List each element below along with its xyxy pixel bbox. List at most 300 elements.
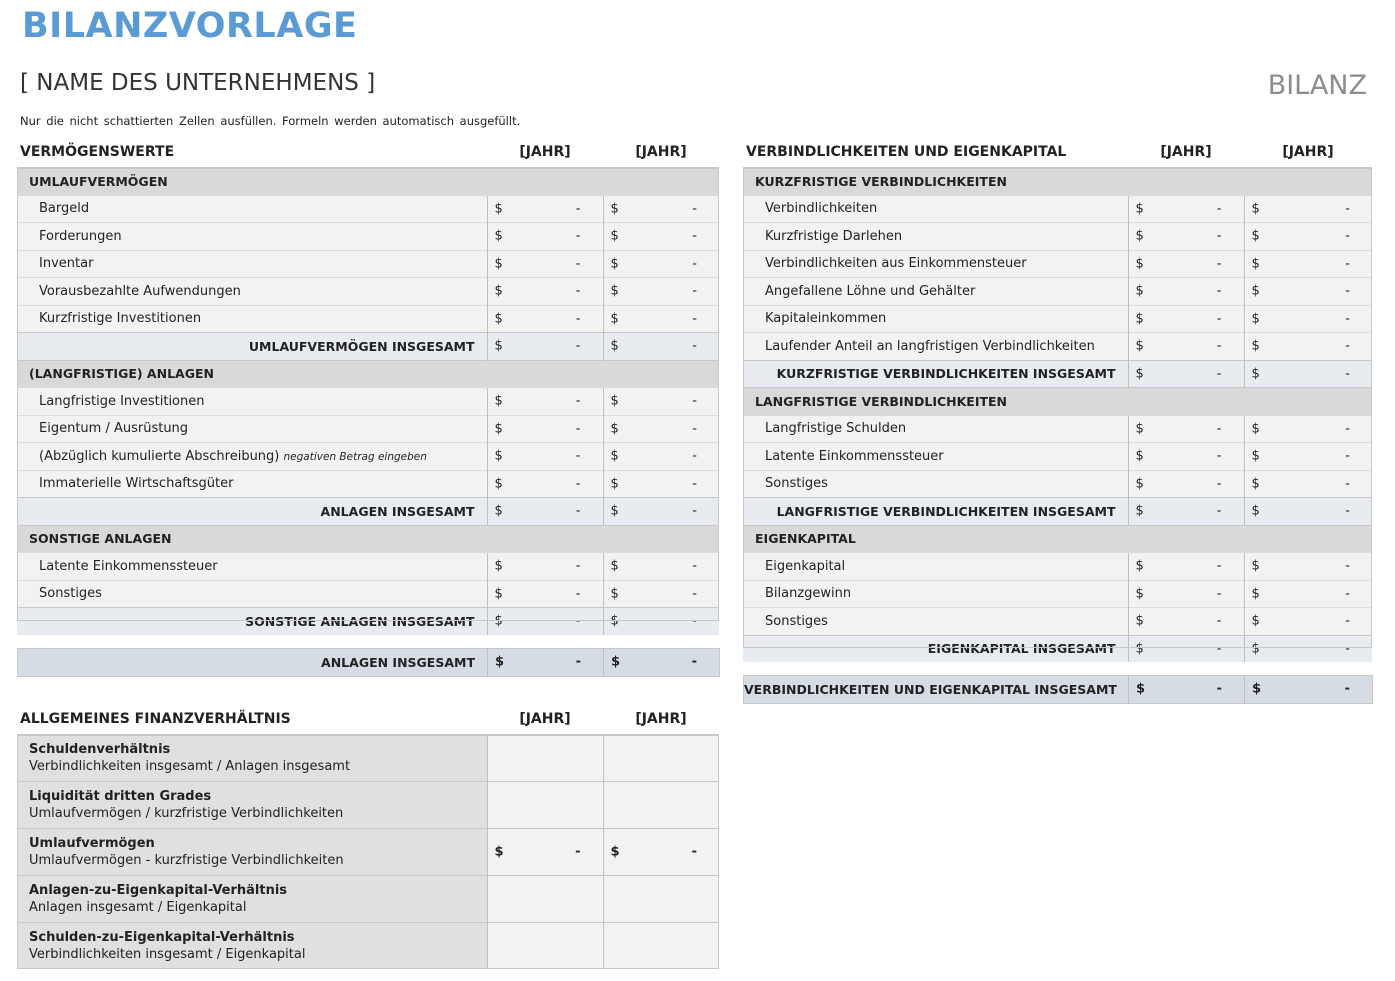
currency-symbol: $ [1251,228,1260,244]
currency-symbol: $ [610,613,619,629]
ratios-table [17,704,719,969]
line-item-text: Sonstiges [39,586,102,602]
ratio-value-cell [487,735,603,782]
amount-year1-cell[interactable] [487,443,603,471]
currency-symbol: $ [1135,448,1144,464]
total-year1-cell [1128,635,1244,662]
amount: - [575,201,581,217]
currency-symbol: $ [494,228,503,244]
amount-year1-cell[interactable] [1128,333,1244,361]
line-item-row [743,278,1372,306]
amount-year2-cell[interactable] [1244,470,1372,498]
amount-year2-cell[interactable] [1244,250,1372,278]
amount: - [1216,421,1222,437]
liabilities-year-1[interactable]: [JAHR] [1128,137,1244,168]
amount: - [575,256,581,272]
liabilities-heading: VERBINDLICHKEITEN UND EIGENKAPITAL [743,137,1128,168]
amount-year2-cell[interactable] [603,278,719,306]
line-item-label [743,608,1128,636]
currency-symbol: $ [1251,366,1260,382]
amount: - [575,393,581,409]
amount-year1-cell[interactable] [1128,415,1244,443]
currency-symbol: $ [494,338,503,354]
ratio-row [17,782,719,829]
currency-symbol: $ [610,228,619,244]
line-item-row [743,553,1372,581]
line-item-row [743,250,1372,278]
section-total-row [17,498,719,526]
amount: - [1345,613,1350,629]
ratio-row [17,735,719,782]
line-item-label [743,443,1128,471]
line-item-text: Latente Einkommenssteuer [765,448,944,464]
line-item-text: Forderungen [39,228,122,244]
amount-year2-cell[interactable] [1244,305,1372,333]
ratio-label [17,923,487,970]
amount: - [1345,641,1350,657]
assets-year-2[interactable]: [JAHR] [603,137,719,168]
liabilities-table [743,137,1372,662]
liabilities-grand-total-label: VERBINDLICHKEITEN UND EIGENKAPITAL INSGESAMT [744,676,1129,704]
amount-year2-cell[interactable] [603,580,719,608]
line-item-text: Bargeld [39,201,90,217]
currency-symbol: $ [1135,421,1144,437]
currency-symbol: $ [610,448,619,464]
currency-symbol: $ [1251,448,1260,464]
amount-year2-cell[interactable] [1244,580,1372,608]
amount-year2-cell[interactable] [603,388,719,416]
amount-year1-cell[interactable] [487,388,603,416]
assets-grand-total-row [18,649,720,677]
amount: - [575,421,581,437]
currency-symbol: $ [610,338,619,354]
total-year2-cell [603,608,719,635]
amount: - [692,558,697,574]
currency-symbol: $ [1135,641,1144,657]
currency-symbol: $ [494,421,503,437]
currency-symbol: $ [1251,338,1260,354]
line-item-row [743,415,1372,443]
currency-symbol: $ [1251,256,1260,272]
total-year1-cell [487,333,603,361]
amount-year1-cell[interactable] [1128,250,1244,278]
ratio-value-cell [603,923,719,970]
amount-year1-cell[interactable] [487,195,603,223]
assets-year-1[interactable]: [JAHR] [487,137,603,168]
amount: - [575,283,581,299]
amount: - [1345,448,1350,464]
line-item-text: Bilanzgewinn [765,586,852,602]
line-item-text: Langfristige Investitionen [39,393,205,409]
line-item-row [17,305,719,333]
currency-symbol: $ [494,201,503,217]
amount-year1-cell[interactable] [487,278,603,306]
liabilities-grand-total-year2 [1245,676,1373,704]
section-total-label: SONSTIGE ANLAGEN INSGESAMT [17,608,487,635]
line-item-row [17,415,719,443]
section-total-label: ANLAGEN INSGESAMT [17,498,487,526]
amount-year1-cell[interactable] [1128,470,1244,498]
line-item-label [743,223,1128,251]
ratio-value-cell [603,829,719,876]
line-item-row [17,223,719,251]
assets-grand-total-table [17,648,720,677]
line-item-label [743,278,1128,306]
line-item-row [743,333,1372,361]
document-label: BILANZ [1267,70,1367,101]
section-total-label: EIGENKAPITAL INSGESAMT [743,635,1128,662]
amount-year2-cell[interactable] [603,443,719,471]
currency-symbol: $ [1135,201,1144,217]
amount: - [692,503,697,519]
line-item-label [17,195,487,223]
amount: - [691,844,697,860]
amount: - [692,228,697,244]
total-year1-cell [1128,498,1244,526]
ratio-label [17,735,487,782]
ratio-formula: Verbindlichkeiten insgesamt / Anlagen insgesamt [29,759,351,774]
amount: - [1216,366,1222,382]
line-item-label [743,305,1128,333]
amount: - [575,228,581,244]
assets-grand-total-year2 [604,649,720,677]
line-item-text: Immaterielle Wirtschaftsgüter [39,476,234,492]
line-item-row [17,278,719,306]
currency-symbol: $ [610,256,619,272]
ratio-label [17,782,487,829]
assets-grand-total-year1 [488,649,604,677]
amount: - [1345,421,1350,437]
amount: - [1216,641,1222,657]
amount: - [692,448,697,464]
liabilities-header [743,137,1372,168]
ratio-formula: Verbindlichkeiten insgesamt / Eigenkapital [29,947,306,962]
currency-symbol: $ [610,421,619,437]
amount: - [575,844,581,860]
amount-year1-cell[interactable] [487,415,603,443]
line-item-label [17,305,487,333]
amount: - [1216,201,1222,217]
section-header [743,388,1372,416]
ratio-row [17,829,719,876]
amount: - [575,654,581,670]
ratio-value-cell [487,782,603,829]
currency-symbol: $ [610,558,619,574]
total-year1-cell [487,608,603,635]
section-title: KURZFRISTIGE VERBINDLICHKEITEN [743,168,1372,196]
section-header [17,525,719,553]
currency-symbol: $ [1135,283,1144,299]
amount-year2-cell[interactable] [1244,415,1372,443]
line-item-row [17,250,719,278]
total-year2-cell [1244,360,1372,388]
amount-year2-cell[interactable] [1244,553,1372,581]
amount: - [1345,338,1350,354]
currency-symbol: $ [610,283,619,299]
amount-year1-cell[interactable] [1128,580,1244,608]
line-item-label [17,415,487,443]
line-item-label [743,470,1128,498]
amount-year2-cell[interactable] [603,553,719,581]
currency-symbol: $ [494,558,503,574]
currency-symbol: $ [1135,558,1144,574]
currency-symbol: $ [494,283,503,299]
section-header [743,525,1372,553]
currency-symbol: $ [494,256,503,272]
amount: - [1345,256,1350,272]
amount: - [1216,613,1222,629]
line-item-text: Laufender Anteil an langfristigen Verbindlichkeiten [765,338,1095,354]
section-total-row [743,360,1372,388]
line-item-text: Kurzfristige Investitionen [39,311,202,327]
amount: - [692,476,697,492]
line-item-row [17,388,719,416]
currency-symbol: $ [494,448,503,464]
currency-symbol: $ [610,311,619,327]
page-title: BILANZVORLAGE [22,6,358,46]
amount-year1-cell[interactable] [487,305,603,333]
line-item-row [17,553,719,581]
ratio-value-cell [487,876,603,923]
currency-symbol: $ [610,586,619,602]
line-item-row [17,443,719,471]
section-title: LANGFRISTIGE VERBINDLICHKEITEN [743,388,1372,416]
amount-year1-cell[interactable] [487,470,603,498]
amount: - [1216,681,1222,697]
amount-year2-cell[interactable] [1244,278,1372,306]
currency-symbol: $ [1251,586,1260,602]
total-year1-cell [1128,360,1244,388]
currency-symbol: $ [494,503,503,519]
amount-year2-cell[interactable] [603,250,719,278]
amount: - [1345,503,1350,519]
ratio-value-cell [487,923,603,970]
amount: - [575,558,581,574]
currency-symbol: $ [610,393,619,409]
currency-symbol: $ [1251,503,1260,519]
line-item-label [17,278,487,306]
line-item-text: Angefallene Löhne und Gehälter [765,283,976,299]
amount-year1-cell[interactable] [487,223,603,251]
amount-year1-cell[interactable] [1128,608,1244,636]
assets-heading: VERMÖGENSWERTE [17,137,487,168]
amount: - [691,654,697,670]
amount-year2-cell[interactable] [603,195,719,223]
line-item-text: Verbindlichkeiten [765,201,878,217]
amount-year2-cell[interactable] [1244,443,1372,471]
line-item-row [743,223,1372,251]
line-item-row [743,443,1372,471]
amount-year2-cell[interactable] [603,305,719,333]
line-item-text: (Abzüglich kumulierte Abschreibung) [39,448,280,464]
line-item-row [17,580,719,608]
amount-year1-cell[interactable] [487,553,603,581]
section-title: UMLAUFVERMÖGEN [17,168,719,196]
amount: - [1216,338,1222,354]
amount: - [575,503,581,519]
currency-symbol: $ [494,613,503,629]
line-item-label [17,580,487,608]
line-item-text: Kapitaleinkommen [765,311,887,327]
line-item-label [17,388,487,416]
currency-symbol: $ [1251,311,1260,327]
line-item-text: Verbindlichkeiten aus Einkommensteuer [765,256,1027,272]
section-title: (LANGFRISTIGE) ANLAGEN [17,360,719,388]
assets-table [17,137,719,635]
amount: - [575,613,581,629]
amount: - [692,338,697,354]
currency-symbol: $ [1251,476,1260,492]
amount: - [575,476,581,492]
currency-symbol: $ [494,393,503,409]
liabilities-year-2[interactable]: [JAHR] [1244,137,1372,168]
currency-symbol: $ [610,844,620,860]
ratio-value-cell [603,735,719,782]
amount: - [692,393,697,409]
ratio-name: Umlaufvermögen [29,836,155,851]
line-item-label [17,250,487,278]
assets-grand-total-label: ANLAGEN INSGESAMT [18,649,488,677]
ratios-year-1[interactable]: [JAHR] [487,704,603,735]
currency-symbol: $ [610,201,619,217]
amount: - [1345,201,1350,217]
amount: - [1216,228,1222,244]
ratio-formula: Anlagen insgesamt / Eigenkapital [29,900,247,915]
currency-symbol: $ [494,476,503,492]
section-total-row [743,635,1372,662]
line-item-label [743,333,1128,361]
currency-symbol: $ [494,311,503,327]
amount: - [575,311,581,327]
amount: - [1216,586,1222,602]
amount: - [1345,476,1350,492]
line-item-label [743,580,1128,608]
total-year1-cell [487,498,603,526]
currency-symbol: $ [1251,641,1260,657]
section-title: SONSTIGE ANLAGEN [17,525,719,553]
amount-year2-cell[interactable] [1244,333,1372,361]
ratios-year-2[interactable]: [JAHR] [603,704,719,735]
line-item-label [17,223,487,251]
liabilities-grand-total-row [744,676,1373,704]
line-item-label [17,470,487,498]
amount-year1-cell[interactable] [1128,278,1244,306]
line-item-text: Sonstiges [765,613,828,629]
ratio-value-cell [603,782,719,829]
instruction-note: Nur die nicht schattierten Zellen ausfüllen. Formeln werden automatisch ausgefüllt. [20,114,521,128]
ratios-heading: ALLGEMEINES FINANZVERHÄLTNIS [17,704,487,735]
line-item-text: Inventar [39,256,94,272]
section-header [743,168,1372,196]
ratio-value-cell [487,829,603,876]
amount: - [1216,256,1222,272]
liabilities-grand-total-year1 [1129,676,1245,704]
amount-year2-cell[interactable] [1244,608,1372,636]
amount-year1-cell[interactable] [1128,223,1244,251]
amount: - [692,613,697,629]
currency-symbol: $ [494,586,503,602]
currency-symbol: $ [610,503,619,519]
line-item-label [17,443,487,471]
line-item-text: Eigenkapital [765,558,846,574]
currency-symbol: $ [1251,283,1260,299]
line-item-text: Langfristige Schulden [765,421,907,437]
line-item-row [743,470,1372,498]
ratio-label [17,829,487,876]
amount: - [575,586,581,602]
amount-year2-cell[interactable] [603,223,719,251]
amount: - [692,586,697,602]
line-item-text: Sonstiges [765,476,828,492]
line-item-text: Eigentum / Ausrüstung [39,421,189,437]
currency-symbol: $ [1135,228,1144,244]
ratio-formula: Umlaufvermögen / kurzfristige Verbindlichkeiten [29,806,344,821]
line-item-row [743,305,1372,333]
line-item-row [743,608,1372,636]
amount-year1-cell[interactable] [1128,443,1244,471]
amount-year1-cell[interactable] [487,580,603,608]
line-item-label [17,553,487,581]
amount: - [575,448,581,464]
amount-year1-cell[interactable] [1128,553,1244,581]
amount: - [1345,558,1350,574]
amount: - [1216,558,1222,574]
section-total-label: LANGFRISTIGE VERBINDLICHKEITEN INSGESAMT [743,498,1128,526]
section-total-label: UMLAUFVERMÖGEN INSGESAMT [17,333,487,361]
amount-year2-cell[interactable] [603,415,719,443]
amount: - [1345,228,1350,244]
total-year2-cell [603,333,719,361]
currency-symbol: $ [1135,256,1144,272]
amount: - [1216,476,1222,492]
section-header [17,360,719,388]
line-item-row [17,195,719,223]
currency-symbol: $ [1251,201,1260,217]
currency-symbol: $ [611,654,621,670]
currency-symbol: $ [494,844,504,860]
section-title: EIGENKAPITAL [743,525,1372,553]
currency-symbol: $ [1136,681,1146,697]
currency-symbol: $ [1251,558,1260,574]
line-item-text: Kurzfristige Darlehen [765,228,903,244]
amount: - [575,338,581,354]
company-name[interactable]: [ NAME DES UNTERNEHMENS ] [20,70,376,96]
section-total-row [17,608,719,635]
amount: - [1216,448,1222,464]
ratio-row [17,923,719,970]
amount-year2-cell[interactable] [1244,223,1372,251]
amount: - [1345,586,1350,602]
currency-symbol: $ [1135,476,1144,492]
line-item-row [17,470,719,498]
section-total-label: KURZFRISTIGE VERBINDLICHKEITEN INSGESAMT [743,360,1128,388]
ratio-value-cell [603,876,719,923]
amount-year2-cell[interactable] [603,470,719,498]
currency-symbol: $ [610,476,619,492]
currency-symbol: $ [1251,613,1260,629]
currency-symbol: $ [1135,613,1144,629]
ratio-name: Schulden-zu-Eigenkapital-Verhältnis [29,930,295,945]
amount-year1-cell[interactable] [1128,305,1244,333]
line-item-label [743,415,1128,443]
amount-year1-cell[interactable] [487,250,603,278]
line-item-text: Latente Einkommenssteuer [39,558,218,574]
line-item-row [743,580,1372,608]
amount: - [1216,283,1222,299]
amount-year1-cell[interactable] [1128,195,1244,223]
amount: - [1216,311,1222,327]
amount-year2-cell[interactable] [1244,195,1372,223]
